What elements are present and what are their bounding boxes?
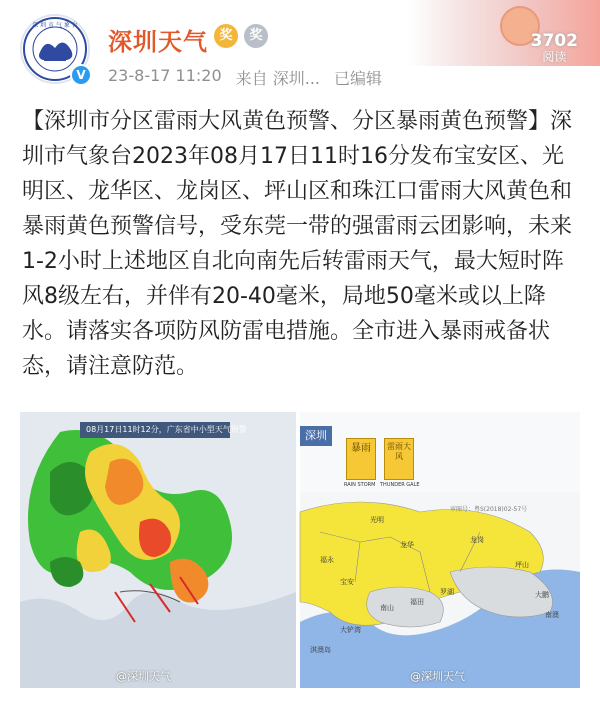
thunder-gale-sign-caption: THUNDER GALE <box>380 482 420 488</box>
edited-label[interactable]: 已编辑 <box>334 69 383 88</box>
map-region-label: 深圳 <box>300 426 332 446</box>
map-place-longgang: 龙岗 <box>470 536 484 544</box>
username[interactable]: 深圳天气 <box>108 28 208 56</box>
map-place-luohu: 罗湖 <box>440 588 454 596</box>
map-place-dachanwan: 大铲湾 <box>340 626 361 634</box>
radar-image[interactable] <box>20 412 296 688</box>
map-place-nanshan: 南山 <box>380 604 394 612</box>
post-text: 【深圳市分区雷雨大风黄色预警、分区暴雨黄色预警】深圳市气象台2023年08月17日11时16分发布宝安区、光明区、龙华区、龙岗区、坪山区和珠江口雷雨大风黄色和暴雨黄色预警信号，受东莞一带的强雷雨云团影响，未来1-2小时上述地区自北向南先后转雷雨天气，最大短时阵风8级左右，并伴有20-40毫米，局地50毫米或以上降水。请落实各项防风防雷电措施。全市进入暴雨戒备状态，请注意防范。 <box>22 109 573 379</box>
medal-badge-icon[interactable]: 奖 <box>214 24 238 48</box>
verified-icon: V <box>70 64 92 86</box>
radar-map-graphic <box>20 412 296 688</box>
map-place-dapeng: 大鹏 <box>535 591 549 599</box>
map-approval-note: 审图号：粤S(2018)02-57号 <box>450 506 528 513</box>
thunder-gale-warning-sign <box>384 438 414 480</box>
rainstorm-warning-sign <box>346 438 376 480</box>
post-timestamp: 23-8-17 11:20 <box>108 66 222 85</box>
map-place-guangming: 光明 <box>370 516 384 524</box>
map-place-pingshan: 坪山 <box>515 561 529 569</box>
map-place-baoan: 宝安 <box>340 578 354 586</box>
award-badge-icon[interactable]: 奖 <box>244 24 268 48</box>
thunder-gale-sign-text: 雷雨大风 <box>387 442 411 461</box>
rainstorm-sign-caption: RAIN STORM <box>344 482 376 488</box>
post-source[interactable]: 来自 深圳... <box>235 69 320 88</box>
view-count-number: 3702 <box>530 31 578 51</box>
radar-caption: 08月17日11时12分，广东省中小型天气预警 <box>80 422 230 438</box>
rainstorm-sign-text: 暴雨 <box>351 443 371 454</box>
warning-map-image[interactable] <box>300 412 580 688</box>
user-badges <box>214 24 268 48</box>
view-count <box>531 32 578 64</box>
map-place-nanao: 南澳 <box>545 611 559 619</box>
post-header <box>0 0 600 100</box>
shenzhen-warning-map <box>300 492 580 688</box>
map-place-fuyong: 福永 <box>320 556 334 564</box>
warning-signs-panel <box>300 412 580 492</box>
map-watermark: @深圳天气 <box>410 670 465 683</box>
map-place-longhua: 龙华 <box>400 541 414 549</box>
radar-watermark: @深圳天气 <box>116 670 171 683</box>
map-place-qiao-island: 淇澳岛 <box>310 646 331 654</box>
post-meta <box>108 66 382 89</box>
map-place-futian: 福田 <box>410 598 424 606</box>
avatar-ring-text: 深 圳 市 气 象 台 <box>32 22 78 29</box>
view-count-label: 阅读 <box>542 50 567 64</box>
